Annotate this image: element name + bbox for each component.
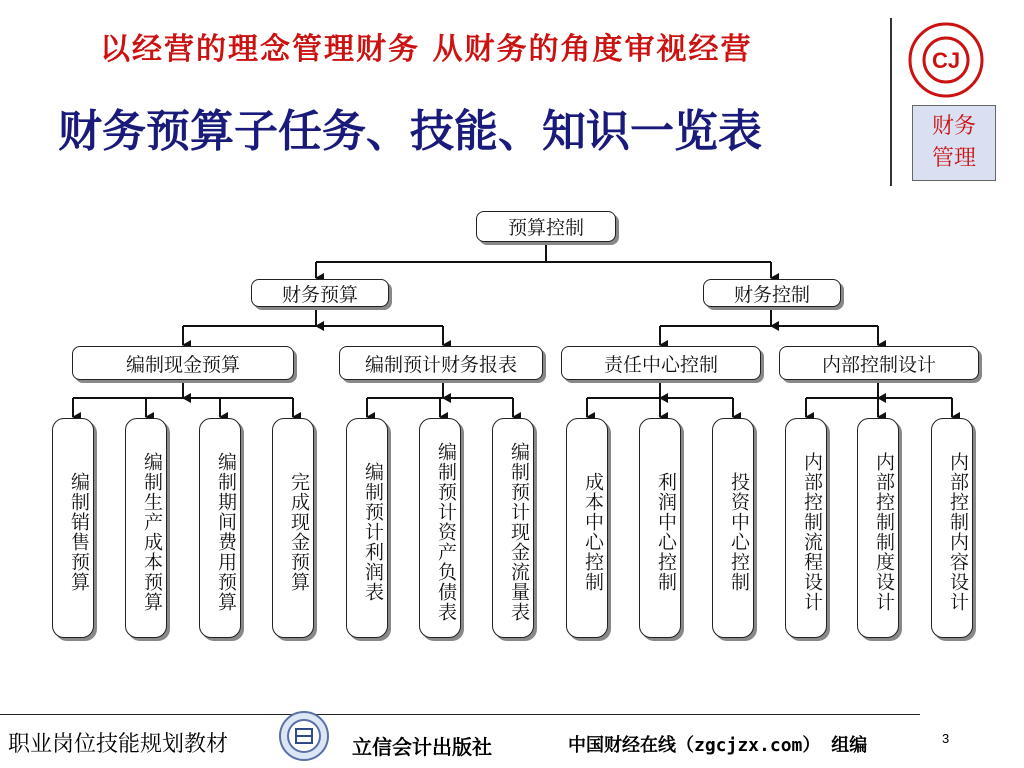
- compiler-credit: 中国财经在线（zgcjzx.com） 组编: [568, 735, 868, 756]
- node-pro-forma-statements: 编制预计财务报表: [339, 346, 543, 380]
- badge-line-1: 财务: [931, 114, 976, 139]
- leaf-complete-cash-budget: 完成现金预算: [272, 418, 314, 638]
- logo-letters: CJ: [931, 48, 961, 73]
- page-number: 3: [942, 731, 950, 746]
- node-responsibility-center-control: 责任中心控制: [561, 346, 761, 380]
- node-cash-budget: 编制现金预算: [72, 346, 294, 380]
- footer-series-title: 职业岗位技能规划教材: [8, 732, 229, 757]
- leaf-period-expense-budget: 编制期间费用预算: [199, 418, 241, 638]
- footer-divider: [0, 714, 920, 715]
- leaf-pro-forma-balance-sheet: 编制预计资产负债表: [419, 418, 461, 638]
- node-internal-control-design: 内部控制设计: [779, 346, 979, 380]
- node-root: 预算控制: [476, 211, 616, 242]
- leaf-cost-center-control: 成本中心控制: [566, 418, 608, 638]
- badge-line-2: 管理: [931, 146, 976, 171]
- slogan: 以经营的理念管理财务 从财务的角度审视经营: [100, 32, 753, 67]
- leaf-internal-control-content-design: 内部控制内容设计: [931, 418, 973, 638]
- leaf-profit-center-control: 利润中心控制: [639, 418, 681, 638]
- leaf-production-cost-budget: 编制生产成本预算: [125, 418, 167, 638]
- publisher-name: 立信会计出版社: [352, 735, 492, 759]
- leaf-pro-forma-income-statement: 编制预计利润表: [346, 418, 388, 638]
- node-financial-control: 财务控制: [703, 279, 841, 307]
- leaf-internal-control-system-design: 内部控制制度设计: [857, 418, 899, 638]
- leaf-investment-center-control: 投资中心控制: [712, 418, 754, 638]
- publisher-emblem-icon: [278, 710, 330, 762]
- node-financial-budget: 财务预算: [251, 279, 389, 307]
- leaf-sales-budget: 编制销售预算: [52, 418, 94, 638]
- leaf-pro-forma-cash-flow: 编制预计现金流量表: [492, 418, 534, 638]
- leaf-internal-control-process-design: 内部控制流程设计: [785, 418, 827, 638]
- page-title: 财务预算子任务、技能、知识一览表: [58, 106, 762, 157]
